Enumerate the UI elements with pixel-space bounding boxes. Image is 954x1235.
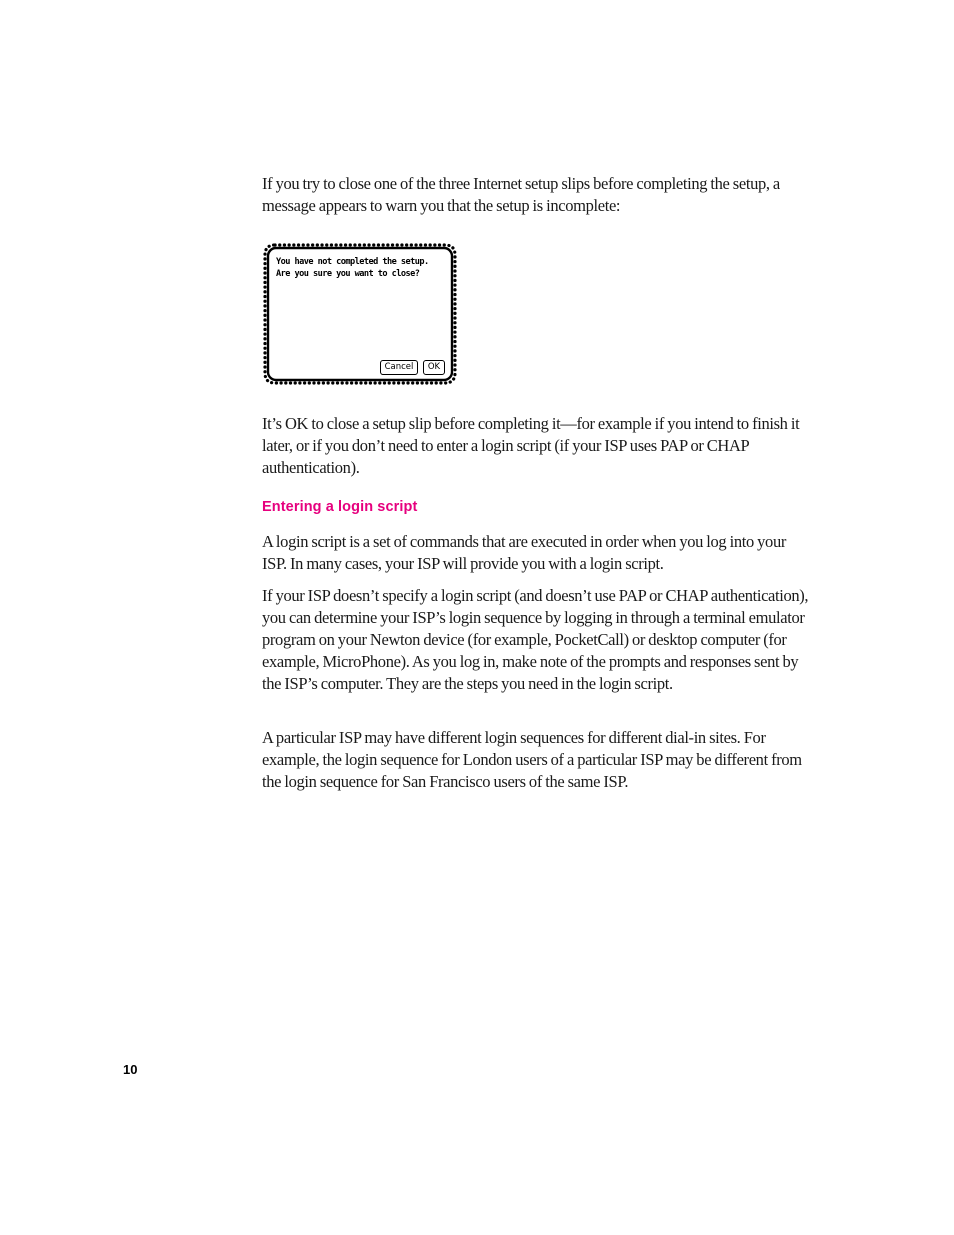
ok-to-close-paragraph: It’s OK to close a setup slip before completing it—for example if you intend to finish it later, or if you don’t need to enter a login script (if your ISP uses PAP or CHAP authentication). bbox=[262, 414, 800, 477]
page-number: 10 bbox=[123, 1062, 138, 1077]
dialog-message-line-1: You have not completed the setup. bbox=[276, 257, 429, 267]
login-script-paragraph-1: A login script is a set of commands that are executed in order when you log into your ISP. In many cases, your ISP will provide you with a login script. bbox=[262, 532, 786, 573]
section-heading: Entering a login script bbox=[262, 499, 418, 515]
incomplete-setup-dialog bbox=[262, 242, 458, 386]
dialog-message-line-2: Are you sure you want to close? bbox=[276, 269, 420, 279]
intro-paragraph: If you try to close one of the three Internet setup slips before completing the setup, a message appears to warn you that the setup is incomplete: bbox=[262, 174, 780, 215]
cancel-button[interactable]: Cancel bbox=[380, 360, 418, 375]
ok-button[interactable]: OK bbox=[423, 360, 445, 375]
login-script-paragraph-2: If your ISP doesn’t specify a login script (and doesn’t use PAP or CHAP authentication), you can determine your ISP’s login sequence by logging in through a terminal emulator program on your Newton device (for example, PocketCall) or desktop computer (for example, MicroPhone). As you log in, make note of the prompts and responses sent by the ISP’s computer. They are the steps you need in the login script. bbox=[262, 586, 809, 693]
login-script-paragraph-3: A particular ISP may have different login sequences for different dial-in sites. For example, the login sequence for London users of a particular ISP may be different from the login sequence for San Francisco users of the same ISP. bbox=[262, 728, 802, 791]
